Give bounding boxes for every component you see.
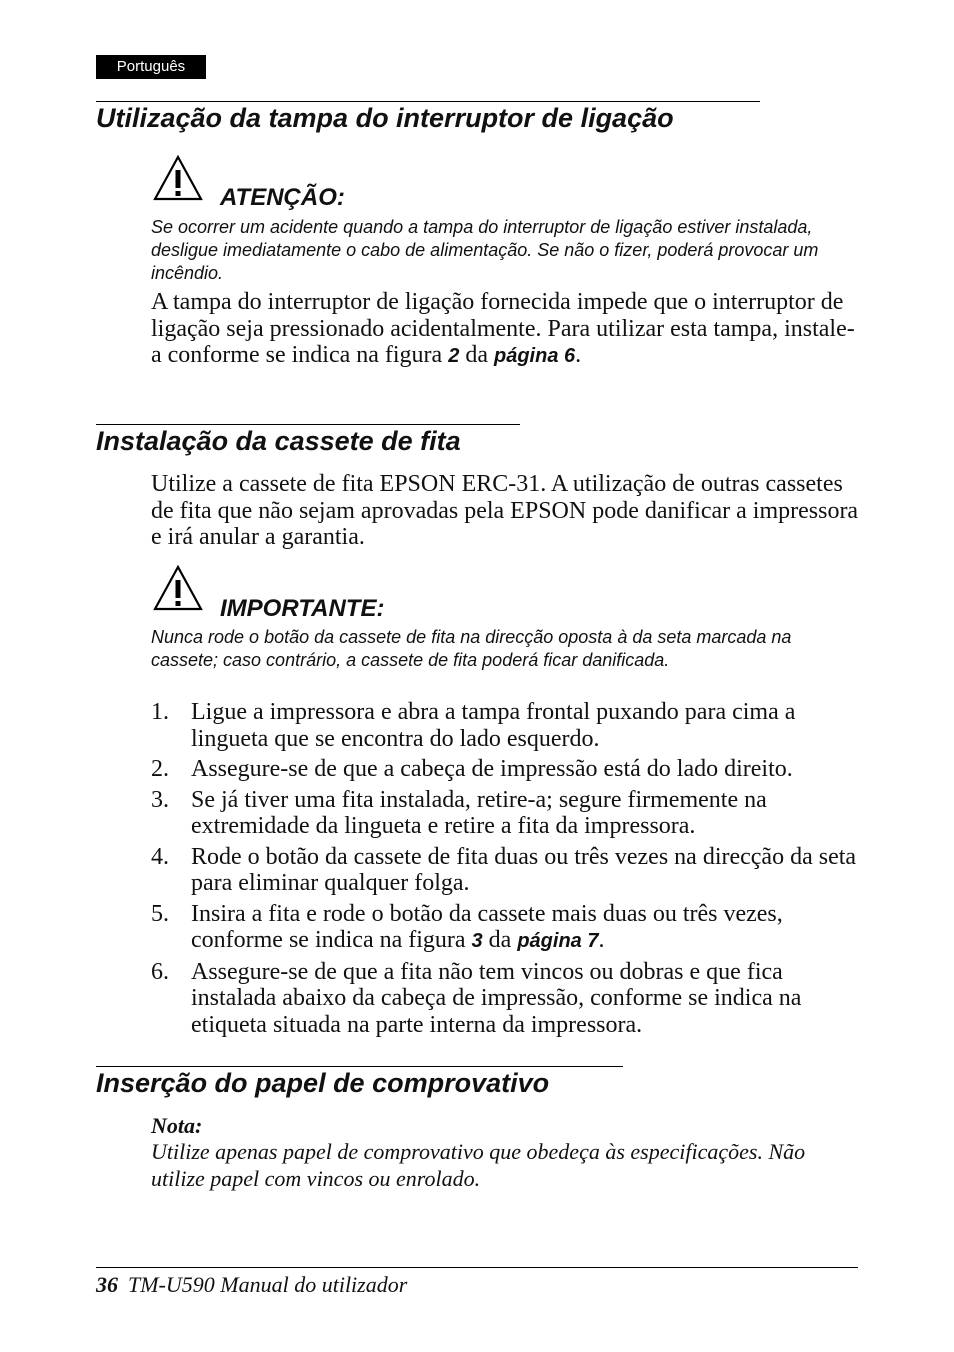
list-item (151, 756, 861, 783)
step-number: 3. (151, 786, 169, 813)
figure-reference: 3 (471, 930, 483, 952)
important-title: IMPORTANTE: (220, 595, 385, 622)
manual-title: TM-U590 Manual do utilizador (128, 1272, 408, 1297)
step-number: 6. (151, 958, 169, 985)
step-number: 4. (151, 843, 169, 870)
page-reference: página 7 (517, 930, 599, 952)
paragraph-text: da (459, 342, 494, 368)
important-text: Nunca rode o botão da cassete de fita na direcção oposta à da seta marcada na cassete; caso contrário, a cassete de fita poderá ficar danificada. (151, 627, 792, 670)
step-text-part: Insira a fita e rode o botão da cassete mais duas ou três vezes, conforme se indica na figura (191, 900, 783, 953)
list-item (151, 787, 861, 840)
ribbon-intro: Utilize a cassete de fita EPSON ERC-31. A utilização de outras cassetes de fita que não sejam aprovadas pela EPSON pode danificar a impressora e irá anular a garantia. (151, 471, 859, 550)
step-text-part: da (482, 927, 518, 953)
page-number: 36 (96, 1272, 118, 1297)
section-heading-receipt-paper (96, 1066, 623, 1099)
paragraph-text: A tampa do interruptor de ligação fornecida impede que o interruptor de ligação seja pressionado acidentalmente. Para utilizar esta tampa, instale-a conforme se indica na figura (151, 289, 855, 368)
section-heading-ribbon (96, 424, 520, 457)
warning-title: ATENÇÃO: (220, 184, 345, 211)
step-text-part: . (598, 927, 605, 953)
section-heading-switch-cover (96, 101, 760, 134)
warning-icon (152, 564, 204, 612)
warning-text: Se ocorrer um acidente quando a tampa do interruptor de ligação estiver instalada, desligue imediatamente o cabo de alimentação. Se não o fizer, poderá provocar um incêndio. (151, 217, 819, 283)
list-item (151, 959, 861, 1039)
page-reference: página 6 (493, 345, 576, 367)
footer-rule (96, 1267, 858, 1268)
step-text: Assegure-se de que a fita não tem vincos ou dobras e que fica instalada abaixo da cabeça de impressão, conforme se indica na etiqueta situada na parte interna da impressora. (191, 958, 802, 1038)
step-number: 5. (151, 900, 169, 927)
step-number: 2. (151, 756, 169, 782)
list-item (151, 699, 861, 752)
step-text: Se já tiver uma fita instalada, retire-a; segure firmemente na extremidade da lingueta e retire a fita da impressora. (191, 786, 767, 839)
ribbon-steps (151, 699, 861, 1042)
step-text: Assegure-se de que a cabeça de impressão está do lado direito. (191, 756, 793, 782)
figure-reference: 2 (448, 345, 460, 367)
paragraph-text: . (575, 342, 582, 368)
language-tab: Português (96, 55, 206, 79)
switch-cover-paragraph (151, 289, 861, 370)
step-text: Ligue a impressora e abra a tampa frontal puxando para cima a lingueta que se encontra do lado esquerdo. (191, 699, 796, 752)
section-title: Inserção do papel de comprovativo (96, 1068, 550, 1098)
step-number: 1. (151, 699, 169, 725)
list-item (151, 901, 861, 955)
step-text (191, 901, 861, 955)
list-item (151, 844, 861, 897)
section-title: Utilização da tampa do interruptor de ligação (96, 103, 674, 133)
warning-icon (152, 154, 204, 202)
note-title: Nota: (151, 1113, 203, 1138)
page-footer (96, 1271, 407, 1299)
section-title: Instalação da cassete de fita (96, 426, 461, 456)
step-text: Rode o botão da cassete de fita duas ou três vezes na direcção da seta para eliminar qualquer folga. (191, 843, 857, 896)
note-text: Utilize apenas papel de comprovativo que obedeça às especificações. Não utilize papel com vincos ou enrolado. (151, 1139, 806, 1191)
